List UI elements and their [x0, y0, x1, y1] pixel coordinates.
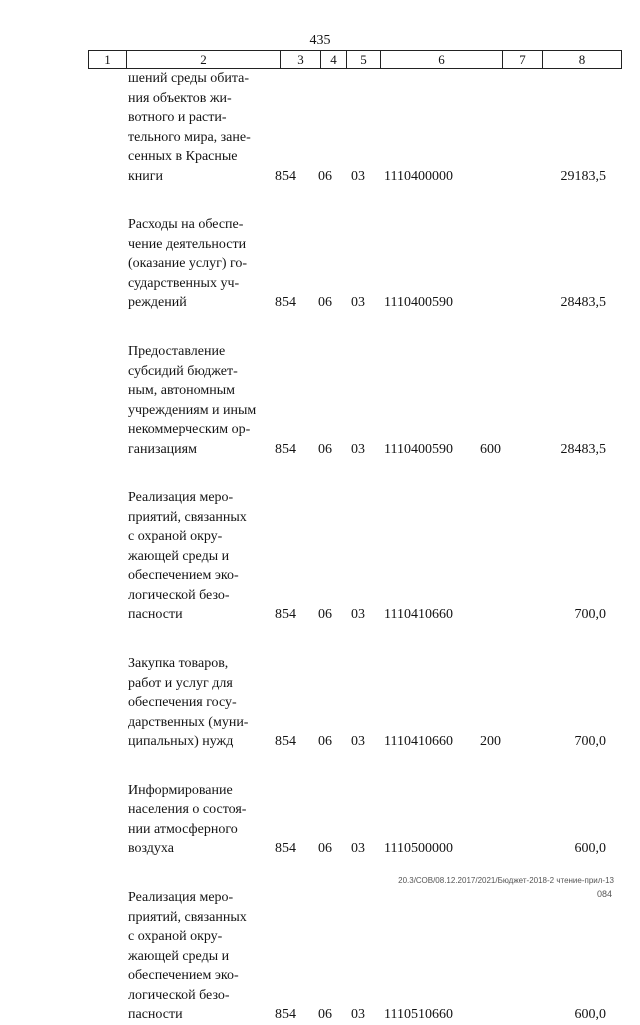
description-line: реждений: [128, 295, 187, 311]
description-line: субсидий бюджет-: [128, 363, 238, 379]
description-line: ганизациям: [128, 441, 197, 457]
table-row: [0, 215, 640, 342]
column-number-6: 6: [381, 51, 503, 68]
table-row: [0, 781, 640, 888]
row-description: [128, 215, 265, 313]
description-line: чение деятельности: [128, 236, 247, 252]
description-line: тельного мира, зане-: [128, 129, 251, 145]
column-number-7: 7: [503, 51, 543, 68]
amount: 600,0: [574, 841, 606, 857]
description-line: ципальных) нужд: [128, 734, 234, 749]
description-line: Реализация меро-: [128, 490, 234, 506]
expense-type-code: 200: [480, 734, 501, 749]
section-code: 06: [318, 734, 332, 749]
amount: 28483,5: [560, 441, 606, 457]
description-line: Закупка товаров,: [128, 656, 229, 671]
ministry-code: 854: [275, 1007, 296, 1022]
subsection-code: 03: [351, 1007, 365, 1022]
description-line: с охраной окру-: [128, 529, 223, 545]
description-line: приятий, связанных: [128, 909, 247, 925]
description-line: Расходы на обеспе-: [128, 217, 244, 233]
description-line: ния объектов жи-: [128, 90, 232, 106]
row-description: [128, 488, 265, 625]
document-footer-code: 084: [596, 889, 612, 899]
section-code: 06: [318, 168, 332, 184]
column-number-3: 3: [281, 51, 321, 68]
row-description: [128, 69, 265, 186]
amount: 700,0: [574, 607, 606, 623]
target-article-code: 1110510660: [384, 1007, 453, 1022]
description-line: пасности: [128, 1007, 183, 1022]
description-line: учреждениям и иным: [128, 402, 257, 418]
column-number-5: 5: [347, 51, 381, 68]
description-line: сенных в Красные: [128, 149, 238, 164]
target-article-code: 1110400590: [384, 295, 453, 311]
description-line: Информирование: [128, 782, 233, 798]
row-description: [128, 654, 265, 752]
ministry-code: 854: [275, 168, 296, 184]
description-line: обеспечением эко-: [128, 968, 239, 983]
ministry-code: 854: [275, 441, 296, 457]
description-line: приятий, связанных: [128, 509, 247, 525]
subsection-code: 03: [351, 295, 365, 311]
description-line: логической безо-: [128, 987, 230, 1003]
description-line: пасности: [128, 607, 183, 623]
ministry-code: 854: [275, 841, 296, 857]
table-row: [0, 488, 640, 654]
description-line: воздуха: [128, 841, 174, 857]
section-code: 06: [318, 1007, 332, 1022]
row-description: [128, 342, 265, 459]
table-header: [88, 50, 622, 69]
target-article-code: 1110410660: [384, 607, 453, 623]
description-line: вотного и расти-: [128, 110, 227, 125]
table-row: [0, 888, 640, 1025]
ministry-code: 854: [275, 734, 296, 749]
row-description: [128, 888, 265, 1025]
table-row: [0, 654, 640, 781]
column-number-2: 2: [127, 51, 281, 68]
amount: 600,0: [574, 1007, 606, 1022]
description-line: ным, автономным: [128, 383, 236, 398]
subsection-code: 03: [351, 841, 365, 857]
column-number-8: 8: [578, 52, 586, 67]
description-line: сударственных уч-: [128, 275, 240, 291]
column-number-4: 4: [321, 51, 347, 68]
description-line: населения о состоя-: [128, 802, 247, 818]
section-code: 06: [318, 841, 332, 857]
expense-type-code: 600: [480, 441, 501, 457]
table-row: [0, 342, 640, 488]
column-number-1: 1: [89, 51, 127, 68]
subsection-code: 03: [351, 168, 365, 184]
amount: 700,0: [574, 734, 606, 749]
target-article-code: 1110410660: [384, 734, 453, 749]
description-line: обеспечением эко-: [128, 568, 239, 584]
section-code: 06: [318, 441, 332, 457]
subsection-code: 03: [351, 441, 365, 457]
ministry-code: 854: [275, 295, 296, 311]
description-line: жающей среды и: [128, 948, 230, 964]
description-line: обеспечения госу-: [128, 695, 237, 710]
description-line: с охраной окру-: [128, 929, 223, 944]
description-line: работ и услуг для: [128, 675, 233, 691]
description-line: Предоставление: [128, 344, 226, 359]
description-line: логической безо-: [128, 587, 230, 603]
target-article-code: 1110500000: [384, 841, 453, 857]
page-number: 435: [309, 33, 331, 48]
description-line: шений среды обита-: [128, 71, 250, 86]
description-line: Реализация меро-: [128, 890, 234, 905]
subsection-code: 03: [351, 734, 365, 749]
section-code: 06: [318, 295, 332, 311]
description-line: (оказание услуг) го-: [128, 256, 248, 272]
description-line: жающей среды и: [128, 548, 230, 564]
description-line: дарственных (муни-: [128, 714, 249, 730]
amount: 28483,5: [560, 295, 606, 311]
row-description: [128, 781, 265, 859]
table-row: [0, 69, 640, 215]
description-line: некоммерческим ор-: [128, 422, 251, 437]
amount: 29183,5: [560, 168, 606, 184]
target-article-code: 1110400590: [384, 441, 453, 457]
description-line: нии атмосферного: [128, 821, 238, 837]
section-code: 06: [318, 607, 332, 623]
description-line: книги: [128, 168, 164, 184]
subsection-code: 03: [351, 607, 365, 623]
document-footer-stamp: 20.3/СОВ/08.12.2017/2021/Бюджет-2018-2 чтение-прил-13: [398, 876, 614, 885]
target-article-code: 1110400000: [384, 168, 453, 184]
ministry-code: 854: [275, 607, 296, 623]
